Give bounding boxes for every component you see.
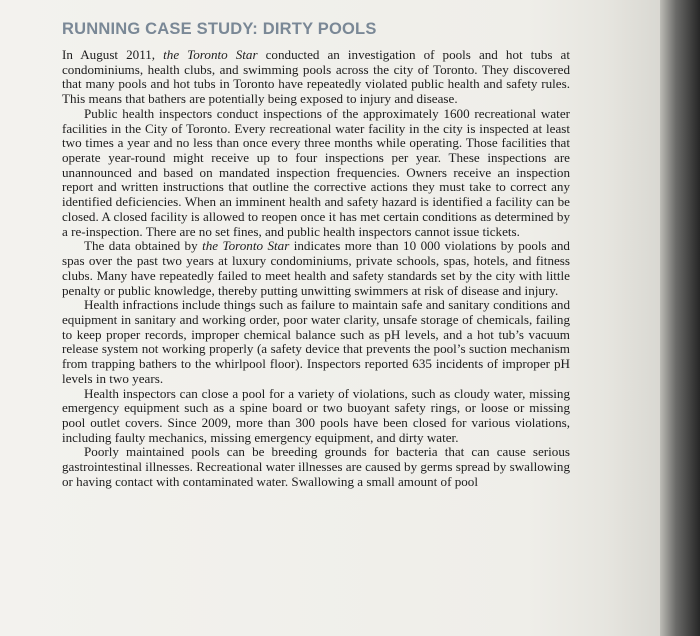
paragraph-text: indicates more than 10 000 violations by pools and spas over the past two years at luxury condominiums, private schools, spas, hotels, and fitness clubs. Many have repeatedly failed to meet health and safety standards set by the city with little penalty or public knowledge, thereby putting unwitting swimmers at risk of disease and injury.	[62, 238, 570, 298]
paragraph-text: In August 2011,	[62, 47, 164, 62]
paragraph-text: conducted an investigation of pools and hot tubs at condominiums, health clubs, and swimming pools across the city of Toronto. They discovered that many pools and hot tubs in Toronto have repeatedly violated public health and safety rules. This means that bathers are potentially being exposed to injury and disease.	[62, 47, 571, 107]
case-study-title: RUNNING CASE STUDY: DIRTY POOLS	[62, 20, 377, 38]
body-paragraph	[62, 48, 570, 107]
body-paragraph	[62, 387, 570, 446]
body-paragraph	[62, 298, 570, 386]
paragraph-text: The data obtained by	[84, 238, 203, 254]
paragraph-text: Poorly maintained pools can be breeding grounds for bacteria that can cause serious gastrointestinal illnesses. Recreational water illnesses are caused by germs spread by swallowing or having contact with contaminated water. Swallowing a small amount of pool	[62, 444, 570, 489]
paragraph-text: Health inspectors can close a pool for a variety of violations, such as cloudy water, missing emergency equipment such as a spine board or two buoyant safety rings, or loose or missing pool outlet covers. Since 2009, more than 300 pools have been closed for various violations, including faulty mechanics, missing emergency equipment, and dirty water.	[62, 385, 570, 445]
body-paragraph	[62, 239, 570, 298]
body-paragraph	[62, 107, 570, 239]
paragraph-text: Health infractions include things such as failure to maintain safe and sanitary conditions and equipment in sanitary and working order, poor water clarity, unsafe storage of chemicals, failing to keep proper records, improper chemical balance such as pH levels, and a hot tub’s vacuum release system not working properly (a safety device that prevents the pool’s suction mechanism from trapping bathers to the whirlpool floor). Inspectors reported 635 incidents of improper pH levels in two years.	[62, 297, 570, 386]
italic-text: the Toronto Star	[202, 238, 290, 254]
italic-text: the Toronto Star	[163, 47, 258, 62]
case-study-body	[62, 48, 570, 490]
page-edge-shadow	[660, 0, 700, 636]
body-paragraph	[62, 445, 570, 489]
paragraph-text: Public health inspectors conduct inspections of the approximately 1600 recreational water facilities in the City of Toronto. Every recreational water facility in the city is inspected at least two times a year and no less than once every three months while operating. Those facilities that operate year-round might receive up to four inspections per year. These inspections are unannounced and based on mandated inspection frequencies. Owners receive an inspection report and written instructions that outline the corrective actions they must take to correct any identified deficiencies. When an imminent health and safety hazard is identified a facility can be closed. A closed facility is allowed to reopen once it has met certain conditions as determined by a re-inspection. There are no set fines, and public health inspectors cannot issue tickets.	[62, 105, 570, 239]
